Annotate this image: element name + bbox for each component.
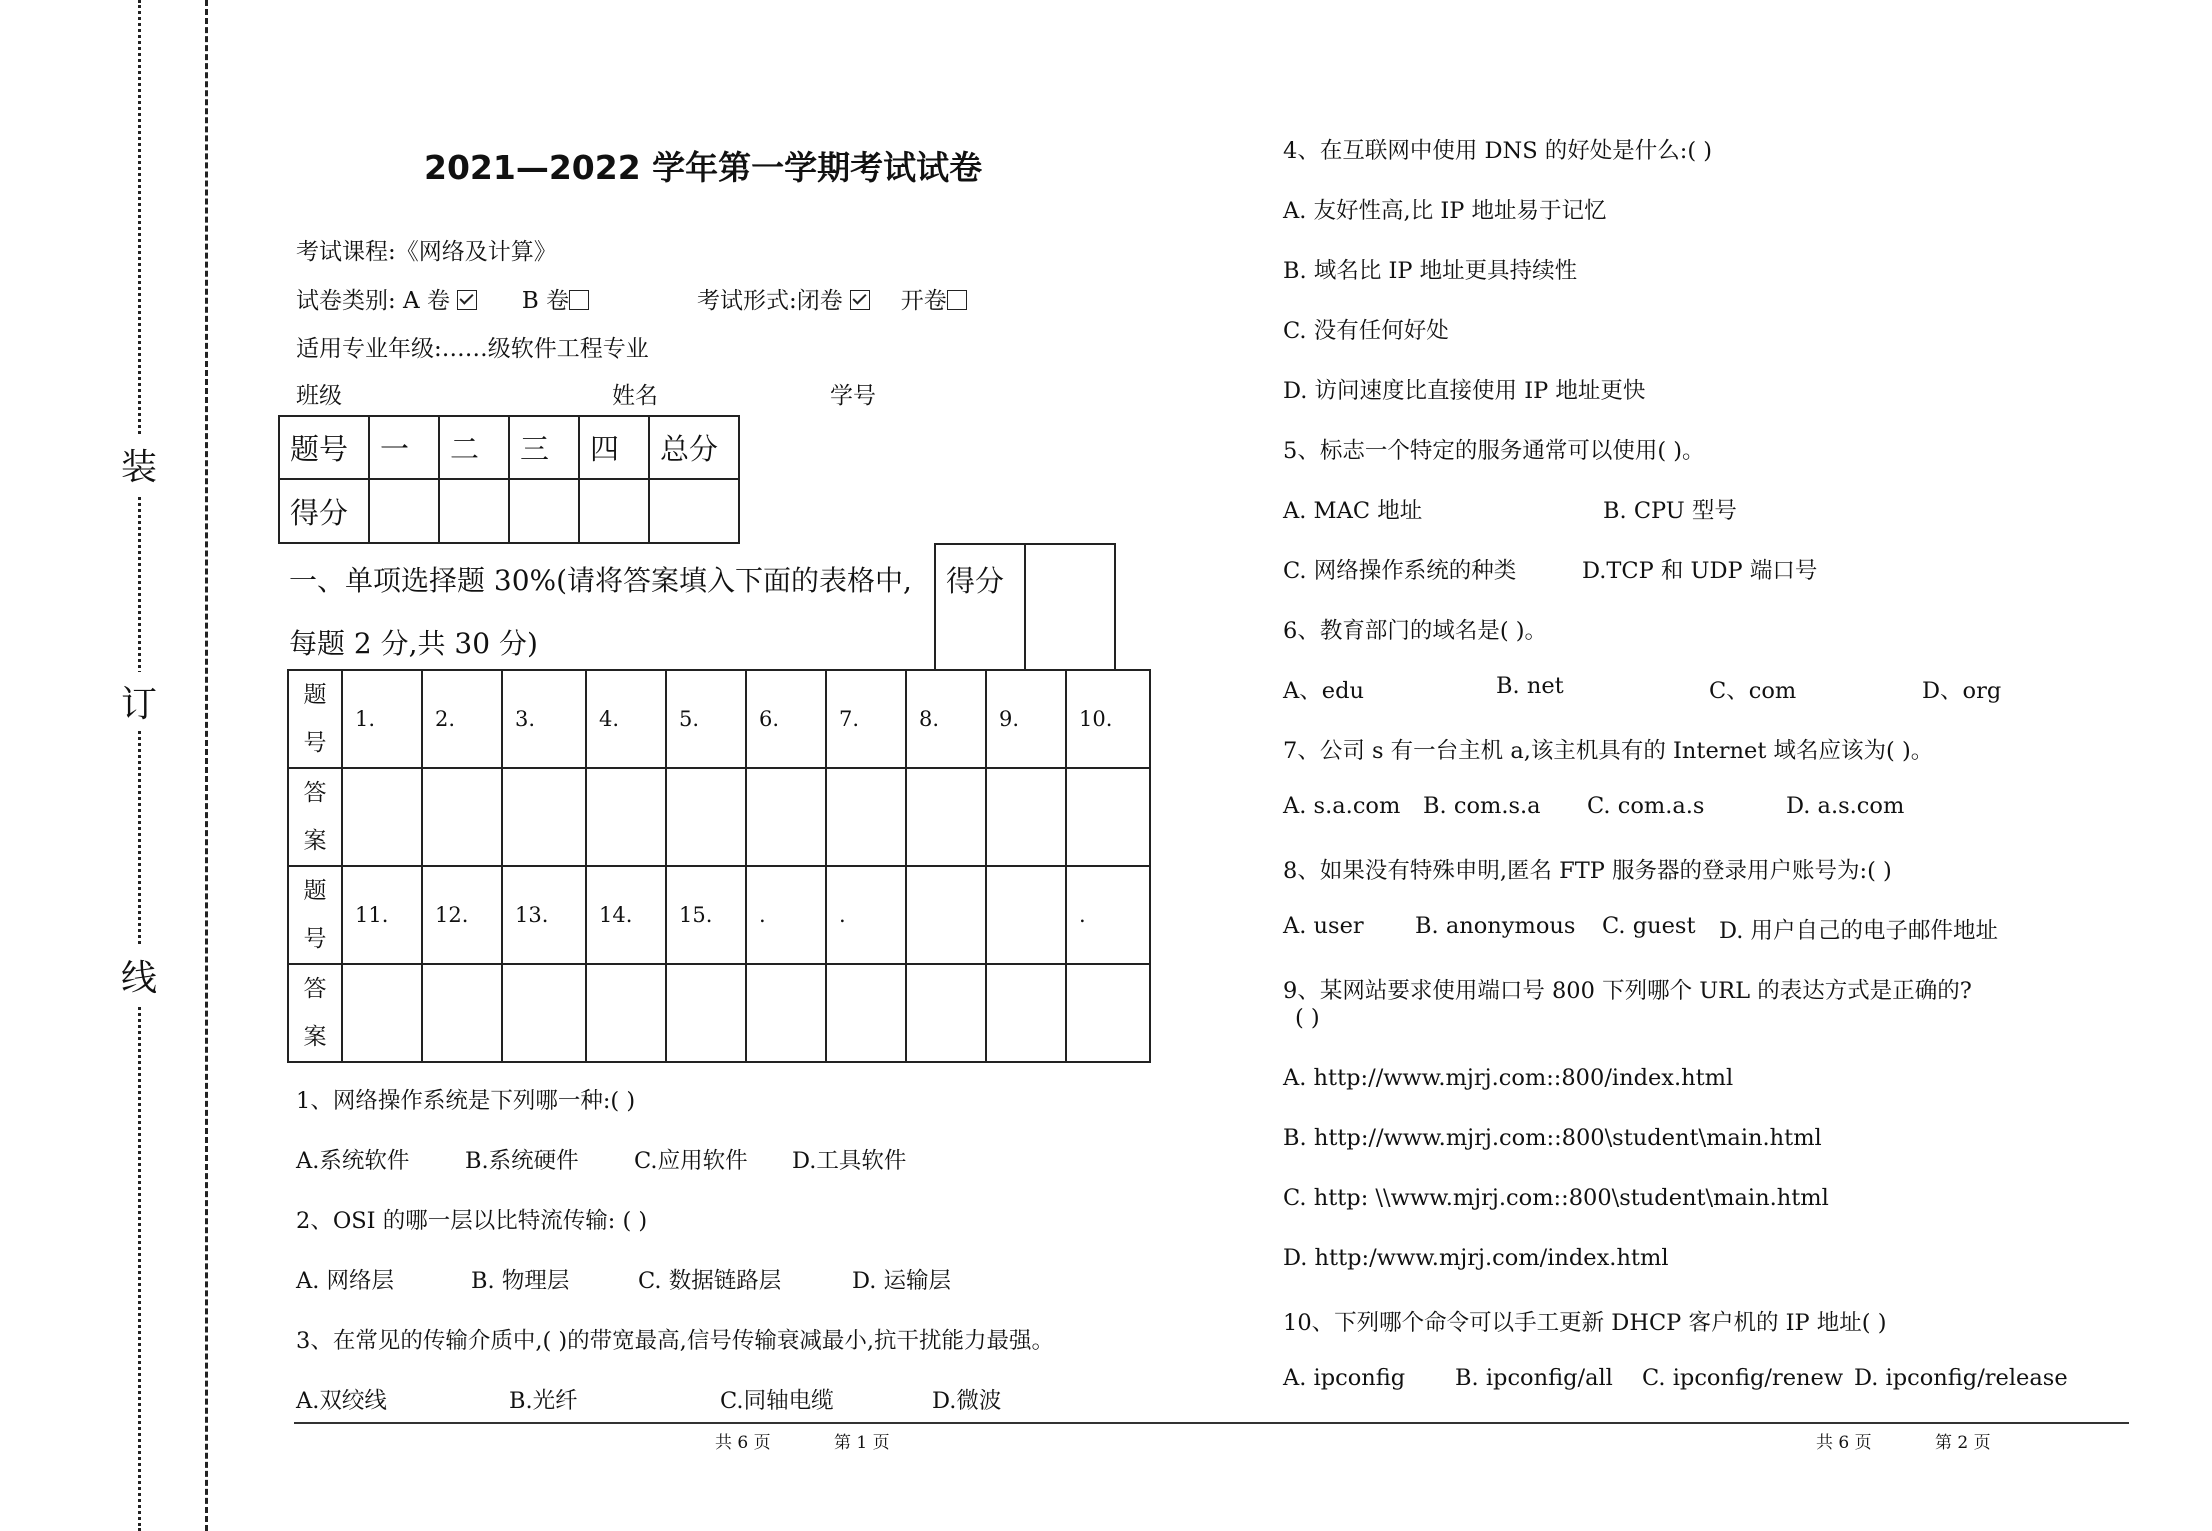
answer-cell[interactable] (422, 964, 502, 1062)
paper-type-label: 试卷类别: A 卷 (296, 288, 450, 314)
question-2: 2、OSI 的哪一层以比特流传输: ( ) (296, 1208, 648, 1234)
binding-char-zhuang: 装 (121, 435, 157, 494)
option-6d: D、org (1922, 678, 2002, 704)
answer-cell[interactable] (342, 964, 422, 1062)
question-number-cell: . (746, 866, 826, 964)
option-3b: B.光纤 (509, 1388, 578, 1414)
question-number-cell: 9. (986, 670, 1066, 768)
footer-right-page: 第 2 页 (1935, 1433, 1991, 1453)
answer-cell[interactable] (1066, 768, 1150, 866)
option-6a: A、edu (1283, 678, 1364, 704)
question-10: 10、下列哪个命令可以手工更新 DHCP 客户机的 IP 地址( ) (1283, 1310, 1887, 1336)
question-number-cell (906, 866, 986, 964)
name-label: 姓名 (612, 383, 658, 409)
option-7d: D. a.s.com (1786, 793, 1905, 819)
score-table (278, 415, 740, 544)
option-7c: C. com.a.s (1587, 793, 1705, 819)
section1-score-cell[interactable] (1025, 544, 1115, 670)
open-book-label: 开卷 (900, 288, 947, 314)
checkbox-b-icon (569, 290, 589, 310)
answer-cell[interactable] (502, 964, 586, 1062)
answer-cell[interactable] (502, 768, 586, 866)
question-number-cell: 7. (826, 670, 906, 768)
option-7b: B. com.s.a (1423, 793, 1541, 819)
answer-grid-row-label: 答 案 (288, 768, 342, 866)
section1-heading: 一、单项选择题 30%(请将答案填入下面的表格中, (289, 564, 912, 597)
exam-form-line (697, 282, 967, 315)
score-table-header: 四 (579, 416, 649, 479)
checkbox-open-icon (947, 290, 967, 310)
answer-cell[interactable] (746, 964, 826, 1062)
answer-cell[interactable] (746, 768, 826, 866)
question-number-cell: 8. (906, 670, 986, 768)
option-7a: A. s.a.com (1283, 793, 1401, 819)
option-5a: A. MAC 地址 (1283, 498, 1423, 524)
question-number-cell: 12. (422, 866, 502, 964)
answer-cell[interactable] (906, 768, 986, 866)
question-number-cell: 6. (746, 670, 826, 768)
question-number-cell: 13. (502, 866, 586, 964)
option-4d: D. 访问速度比直接使用 IP 地址更快 (1283, 378, 1646, 404)
option-2b: B. 物理层 (471, 1268, 570, 1294)
score-table-header: 二 (439, 416, 509, 479)
option-9b: B. http://www.mjrj.com::800\student\main.html (1283, 1125, 1822, 1151)
question-number-cell: 14. (586, 866, 666, 964)
question-6: 6、教育部门的域名是( )。 (1283, 618, 1548, 644)
paper-b-label: B 卷 (521, 288, 570, 314)
score-table-header: 总分 (649, 416, 739, 479)
question-number-cell: 5. (666, 670, 746, 768)
score-cell[interactable] (649, 479, 739, 543)
option-5c: C. 网络操作系统的种类 (1283, 558, 1517, 584)
footer-divider (294, 1422, 2129, 1424)
answer-cell[interactable] (666, 768, 746, 866)
option-4a: A. 友好性高,比 IP 地址易于记忆 (1283, 198, 1607, 224)
score-cell[interactable] (579, 479, 649, 543)
option-8a: A. user (1283, 913, 1364, 939)
checkbox-closed-checked-icon (850, 290, 870, 310)
answer-grid (287, 669, 1151, 1063)
footer-left-total: 共 6 页 (715, 1433, 771, 1453)
question-number-cell: 1. (342, 670, 422, 768)
option-8d: D. 用户自己的电子邮件地址 (1719, 918, 1999, 944)
option-5d: D.TCP 和 UDP 端口号 (1582, 558, 1818, 584)
score-cell[interactable] (369, 479, 439, 543)
answer-cell[interactable] (986, 768, 1066, 866)
option-10b: B. ipconfig/all (1455, 1365, 1613, 1391)
option-9d: D. http:/www.mjrj.com/index.html (1283, 1245, 1669, 1271)
option-3d: D.微波 (932, 1388, 1002, 1414)
answer-cell[interactable] (826, 964, 906, 1062)
answer-cell[interactable] (586, 768, 666, 866)
option-1a: A.系统软件 (296, 1148, 410, 1174)
option-1c: C.应用软件 (634, 1148, 748, 1174)
section1-heading-line2: 每题 2 分,共 30 分) (289, 627, 538, 660)
answer-cell[interactable] (1066, 964, 1150, 1062)
option-2d: D. 运输层 (852, 1268, 952, 1294)
major-line: 适用专业年级:……级软件工程专业 (296, 336, 649, 362)
option-6b: B. net (1496, 673, 1564, 699)
option-8c: C. guest (1602, 913, 1696, 939)
score-table-header: 题号 (279, 416, 369, 479)
answer-cell[interactable] (986, 964, 1066, 1062)
option-10c: C. ipconfig/renew (1642, 1365, 1844, 1391)
option-2a: A. 网络层 (296, 1268, 395, 1294)
option-9c: C. http: \\www.mjrj.com::800\student\main.html (1283, 1185, 1829, 1211)
question-9-blank: ( ) (1295, 1005, 1320, 1031)
option-3c: C.同轴电缆 (720, 1388, 834, 1414)
question-number-cell: 15. (666, 866, 746, 964)
binding-char-ding: 订 (121, 672, 157, 731)
option-8b: B. anonymous (1415, 913, 1576, 939)
answer-cell[interactable] (666, 964, 746, 1062)
option-5b: B. CPU 型号 (1603, 498, 1737, 524)
answer-grid-row-label: 答 案 (288, 964, 342, 1062)
binding-dashed-line (205, 0, 208, 1531)
answer-cell[interactable] (586, 964, 666, 1062)
section1-score-label: 得分 (935, 544, 1025, 670)
question-number-cell: . (1066, 866, 1150, 964)
question-number-cell: 10. (1066, 670, 1150, 768)
option-10d: D. ipconfig/release (1854, 1365, 2068, 1391)
score-table-header: 三 (509, 416, 579, 479)
answer-cell[interactable] (906, 964, 986, 1062)
score-table-header: 一 (369, 416, 439, 479)
question-9: 9、某网站要求使用端口号 800 下列哪个 URL 的表达方式是正确的? (1283, 978, 1972, 1004)
score-cell[interactable] (439, 479, 509, 543)
question-number-cell: . (826, 866, 906, 964)
question-number-cell: 4. (586, 670, 666, 768)
option-9a: A. http://www.mjrj.com::800/index.html (1283, 1065, 1734, 1091)
option-4b: B. 域名比 IP 地址更具持续性 (1283, 258, 1578, 284)
score-cell[interactable] (509, 479, 579, 543)
option-10a: A. ipconfig (1283, 1365, 1406, 1391)
question-3: 3、在常见的传输介质中,( )的带宽最高,信号传输衰减最小,抗干扰能力最强。 (296, 1328, 1054, 1354)
class-label: 班级 (296, 383, 342, 409)
binding-dotted-line (138, 0, 141, 1531)
option-1d: D.工具软件 (792, 1148, 907, 1174)
option-6c: C、com (1709, 678, 1797, 704)
exam-form-label: 考试形式:闭卷 (697, 288, 843, 314)
option-2c: C. 数据链路层 (638, 1268, 782, 1294)
question-number-cell: 3. (502, 670, 586, 768)
exam-title: 2021—2022 学年第一学期考试试卷 (424, 148, 983, 187)
question-7: 7、公司 s 有一台主机 a,该主机具有的 Internet 域名应该为( )。 (1283, 738, 1934, 764)
option-4c: C. 没有任何好处 (1283, 318, 1449, 344)
question-number-cell: 2. (422, 670, 502, 768)
question-number-cell (986, 866, 1066, 964)
paper-type-line (296, 282, 589, 315)
question-4: 4、在互联网中使用 DNS 的好处是什么:( ) (1283, 138, 1713, 164)
answer-cell[interactable] (422, 768, 502, 866)
course-line: 考试课程:《网络及计算》 (296, 239, 557, 265)
answer-cell[interactable] (342, 768, 422, 866)
footer-left-page: 第 1 页 (834, 1433, 890, 1453)
option-1b: B.系统硬件 (465, 1148, 579, 1174)
section1-score-box (934, 543, 1116, 671)
question-number-cell: 11. (342, 866, 422, 964)
question-1: 1、网络操作系统是下列哪一种:( ) (296, 1088, 636, 1114)
footer-right-total: 共 6 页 (1816, 1433, 1872, 1453)
question-5: 5、标志一个特定的服务通常可以使用( )。 (1283, 438, 1705, 464)
answer-grid-row-label: 题 号 (288, 866, 342, 964)
question-8: 8、如果没有特殊申明,匿名 FTP 服务器的登录用户账号为:( ) (1283, 858, 1892, 884)
checkbox-a-checked-icon (457, 290, 477, 310)
binding-char-xian: 线 (121, 946, 157, 1005)
student-id-label: 学号 (830, 383, 876, 409)
answer-grid-row-label: 题 号 (288, 670, 342, 768)
score-row-label: 得分 (279, 479, 369, 543)
option-3a: A.双绞线 (296, 1388, 387, 1414)
answer-cell[interactable] (826, 768, 906, 866)
